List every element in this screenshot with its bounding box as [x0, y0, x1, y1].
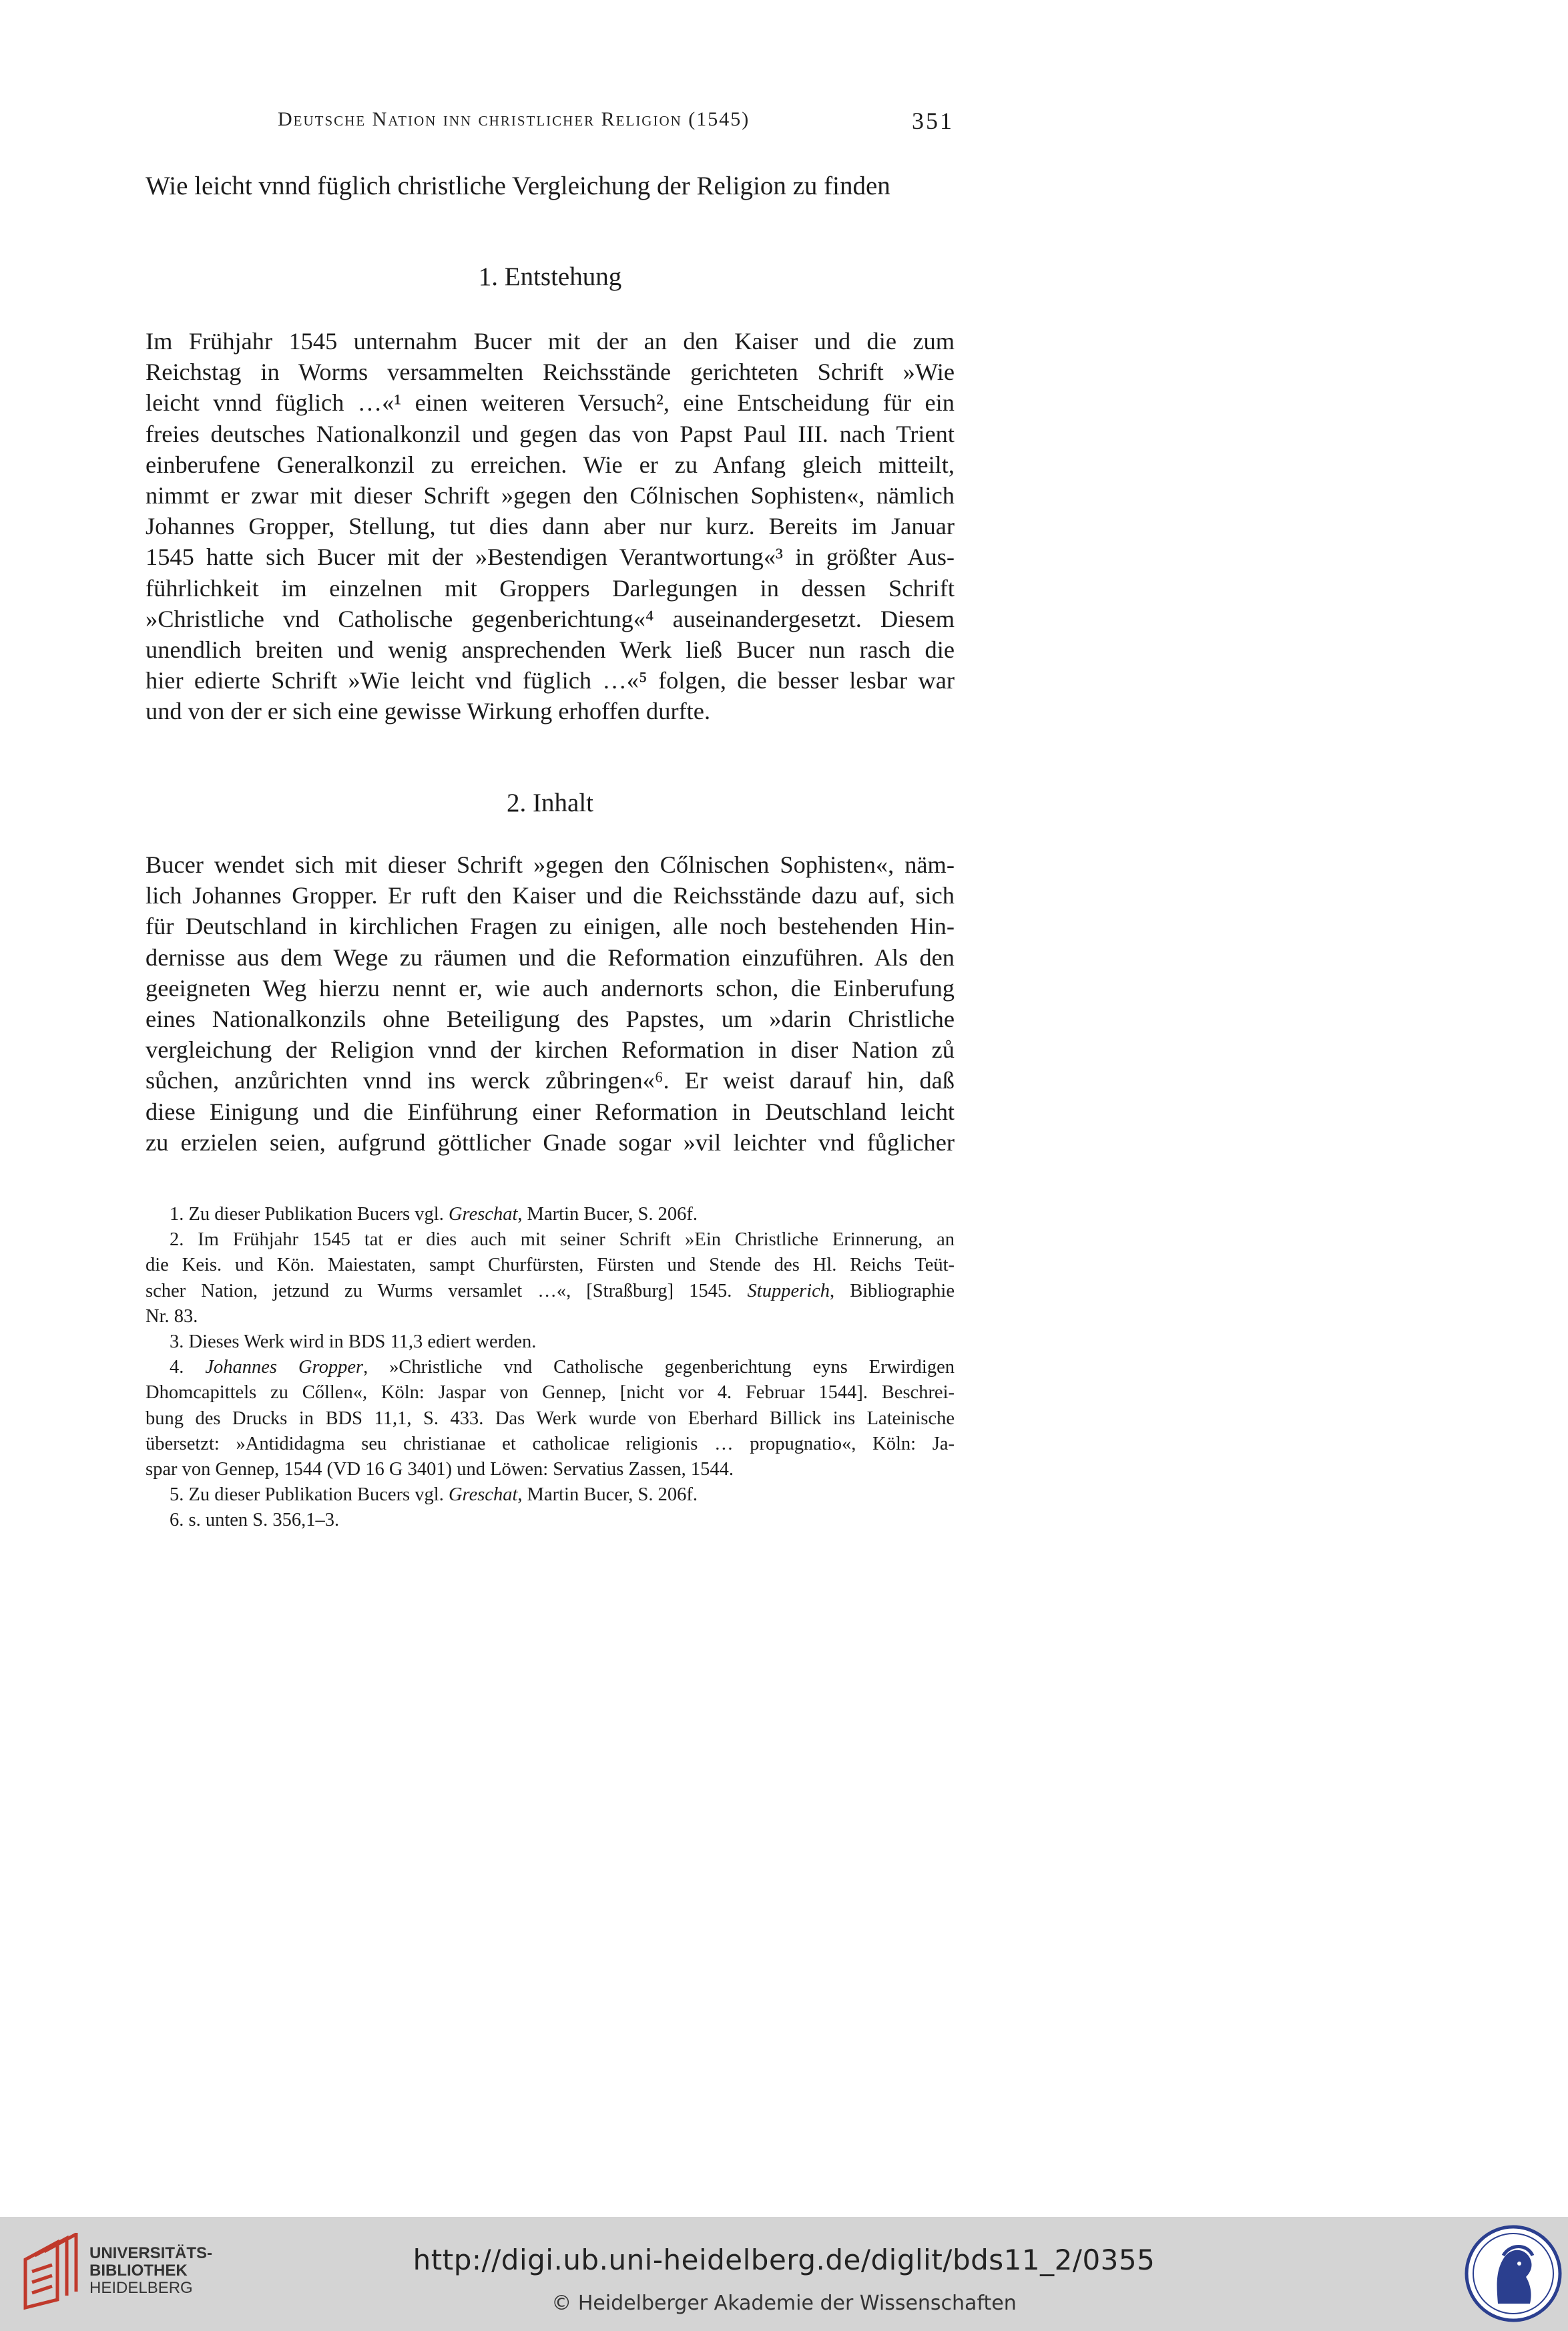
- text-line: 1545 hatte sich Bucer mit der »Bestendigen Verantwortung«³ in größter Aus-: [146, 544, 955, 571]
- footnote-2-cont: die Keis. und Kön. Maiestaten, sampt Churfürsten, Fürsten und Stende des Hl. Reichs Teüt-: [146, 1255, 955, 1276]
- footnote-4-cont: spar von Gennep, 1544 (VD 16 G 3401) und Löwen: Servatius Zassen, 1544.: [146, 1459, 734, 1480]
- footnote-5: 5. Zu dieser Publikation Bucers vgl. Greschat, Martin Bucer, S. 206f.: [170, 1484, 698, 1506]
- paragraph-entstehung: [146, 326, 955, 727]
- academy-seal-icon: [1463, 2223, 1563, 2324]
- document-title: Wie leicht vnnd füglich christliche Vergleichung der Religion zu finden: [146, 172, 890, 200]
- copyright-notice: © Heidelberger Akademie der Wissenschaften: [551, 2292, 1017, 2315]
- text-line: unendlich breiten und wenig ansprechenden Werk ließ Bucer nun rasch die: [146, 636, 955, 664]
- section-heading-inhalt: 2. Inhalt: [507, 789, 593, 817]
- text-line: eines Nationalkonzils ohne Beteiligung des Papstes, um »darin Christliche: [146, 1006, 955, 1033]
- footnote-2-cont: Nr. 83.: [146, 1305, 198, 1327]
- footnote-4-cont: übersetzt: »Antididagma seu christianae et catholicae religionis … propugnatio«, Köln: Ja-: [146, 1433, 955, 1454]
- text-line: vergleichung der Religion vnnd der kirchen Reformation in diser Nation zů: [146, 1036, 955, 1064]
- text-line: Johannes Gropper, Stellung, tut dies dann aber nur kurz. Bereits im Januar: [146, 513, 955, 540]
- text-line: freies deutsches Nationalkonzil und gegen das von Papst Paul III. nach Trient: [146, 420, 955, 447]
- text-line: nimmt er zwar mit dieser Schrift »gegen den Cőlnischen Sophisten«, nämlich: [146, 482, 955, 509]
- footnote-2-cont: scher Nation, jetzund zu Wurms versamlet …«, [Straßburg] 1545. Stupperich, Bibliographie: [146, 1280, 955, 1301]
- footnote-6: 6. s. unten S. 356,1–3.: [170, 1510, 340, 1531]
- text-line: »Christliche vnd Catholische gegenberichtung«⁴ auseinandergesetzt. Diesem: [146, 605, 955, 632]
- section-heading-entstehung: 1. Entstehung: [478, 262, 622, 291]
- text-line: Reichstag in Worms versammelten Reichsstände gerichteten Schrift »Wie: [146, 359, 955, 386]
- text-line: lich Johannes Gropper. Er ruft den Kaiser und die Reichsstände dazu auf, sich: [146, 882, 955, 909]
- text-line: zu erzielen seien, aufgrund göttlicher Gnade sogar »vil leichter vnd fůglicher: [146, 1128, 955, 1156]
- footnotes: [146, 1202, 955, 1534]
- text-line: Bucer wendet sich mit dieser Schrift »gegen den Cőlnischen Sophisten«, näm-: [146, 851, 955, 878]
- footnote-4-cont: Dhomcapittels zu Cőllen«, Köln: Jaspar von Gennep, [nicht vor 4. Februar 1544]. Beschrei-: [146, 1382, 955, 1404]
- text-line: und von der er sich eine gewisse Wirkung erhoffen durfte.: [146, 698, 711, 725]
- text-line: Im Frühjahr 1545 unternahm Bucer mit der an den Kaiser und die zum: [146, 328, 955, 355]
- library-name: UNIVERSITÄTS- BIBLIOTHEK HEIDELBERG: [89, 2244, 213, 2297]
- footnote-1: 1. Zu dieser Publikation Bucers vgl. Greschat, Martin Bucer, S. 206f.: [170, 1204, 698, 1225]
- footnote-4: 4. Johannes Gropper, »Christliche vnd Catholische gegenberichtung eyns Erwirdigen: [170, 1357, 955, 1378]
- paragraph-inhalt: [146, 849, 955, 1158]
- footnote-4-cont: bung des Drucks in BDS 11,1, S. 433. Das Werk wurde von Eberhard Billick ins Lateinische: [146, 1408, 955, 1429]
- text-line: geeigneten Weg hierzu nennt er, wie auch andernorts schon, die Einberufung: [146, 974, 955, 1002]
- text-line: sůchen, anzůrichten vnnd ins werck zůbringen«⁶. Er weist darauf hin, daß: [146, 1067, 955, 1094]
- text-line: diese Einigung und die Einführung einer Reformation in Deutschland leicht: [146, 1098, 955, 1125]
- digitization-url-link[interactable]: http://digi.ub.uni-heidelberg.de/diglit/bds11_2/0355: [413, 2244, 1155, 2276]
- text-line: für Deutschland in kirchlichen Fragen zu einigen, alle noch bestehenden Hin-: [146, 913, 955, 940]
- footnote-3: 3. Dieses Werk wird in BDS 11,3 ediert werden.: [170, 1331, 537, 1353]
- footer-bar: [0, 2217, 1568, 2331]
- text-line: dernisse aus dem Wege zu räumen und die Reformation einzuführen. Als den: [146, 943, 955, 971]
- text-line: einberufene Generalkonzil zu erreichen. Wie er zu Anfang gleich mitteilt,: [146, 451, 955, 478]
- text-line: führlichkeit im einzelnen mit Groppers Darlegungen in dessen Schrift: [146, 574, 955, 602]
- text-line: leicht vnnd füglich …«¹ einen weiteren Versuch², eine Entscheidung für ein: [146, 389, 955, 417]
- page-number: 351: [912, 108, 954, 134]
- running-head: Deutsche Nation inn christlicher Religion (1545): [278, 108, 750, 130]
- footnote-2: 2. Im Frühjahr 1545 tat er dies auch mit seiner Schrift »Ein Christliche Erinnerung, an: [170, 1229, 955, 1251]
- text-line: hier edierte Schrift »Wie leicht vnd füglich …«⁵ folgen, die besser lesbar war: [146, 667, 955, 694]
